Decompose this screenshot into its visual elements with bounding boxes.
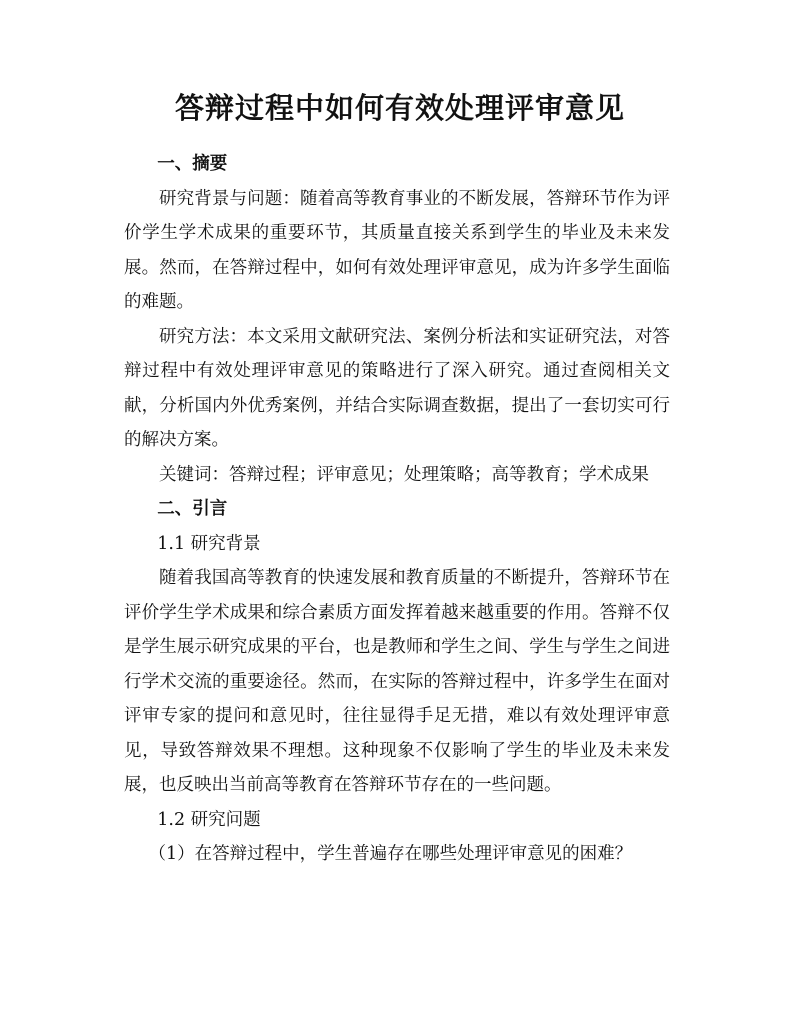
research-question-1: （1）在答辩过程中，学生普遍存在哪些处理评审意见的困难？ <box>148 844 633 864</box>
abstract-heading: 一、摘要 <box>157 154 228 174</box>
document-title: 答辩过程中如何有效处理评审意见 <box>174 91 625 125</box>
document-body <box>124 147 670 872</box>
research-questions-heading: 1.2 研究问题 <box>157 809 261 830</box>
research-background-heading: 1.1 研究背景 <box>157 533 261 554</box>
abstract-method-paragraph: 研究方法：本文采用文献研究法、案例分析法和实证研究法，对答辩过程中有效处理评审意见的策略进行了深入研究。通过查阅相关文献，分析国内外优秀案例，并结合实际调查数据，提出了一套切实可行的解决方案。 <box>124 326 670 450</box>
abstract-background-paragraph: 研究背景与问题：随着高等教育事业的不断发展，答辩环节作为评价学生学术成果的重要环节，其质量直接关系到学生的毕业及未来发展。然而，在答辩过程中，如何有效处理评审意见，成为许多学生面临的难题。 <box>124 188 670 312</box>
research-background-paragraph: 随着我国高等教育的快速发展和教育质量的不断提升，答辩环节在评价学生学术成果和综合素质方面发挥着越来越重要的作用。答辩不仅是学生展示研究成果的平台，也是教师和学生之间、学生与学生之间进行学术交流的重要途径。然而，在实际的答辩过程中，许多学生在面对评审专家的提问和意见时，往往显得手足无措，难以有效处理评审意见，导致答辩效果不理想。这种现象不仅影响了学生的毕业及未来发展，也反映出当前高等教育在答辩环节存在的一些问题。 <box>124 568 670 795</box>
keywords-line: 关键词：答辩过程；评审意见；处理策略；高等教育；学术成果 <box>159 464 649 485</box>
introduction-heading: 二、引言 <box>157 499 228 519</box>
